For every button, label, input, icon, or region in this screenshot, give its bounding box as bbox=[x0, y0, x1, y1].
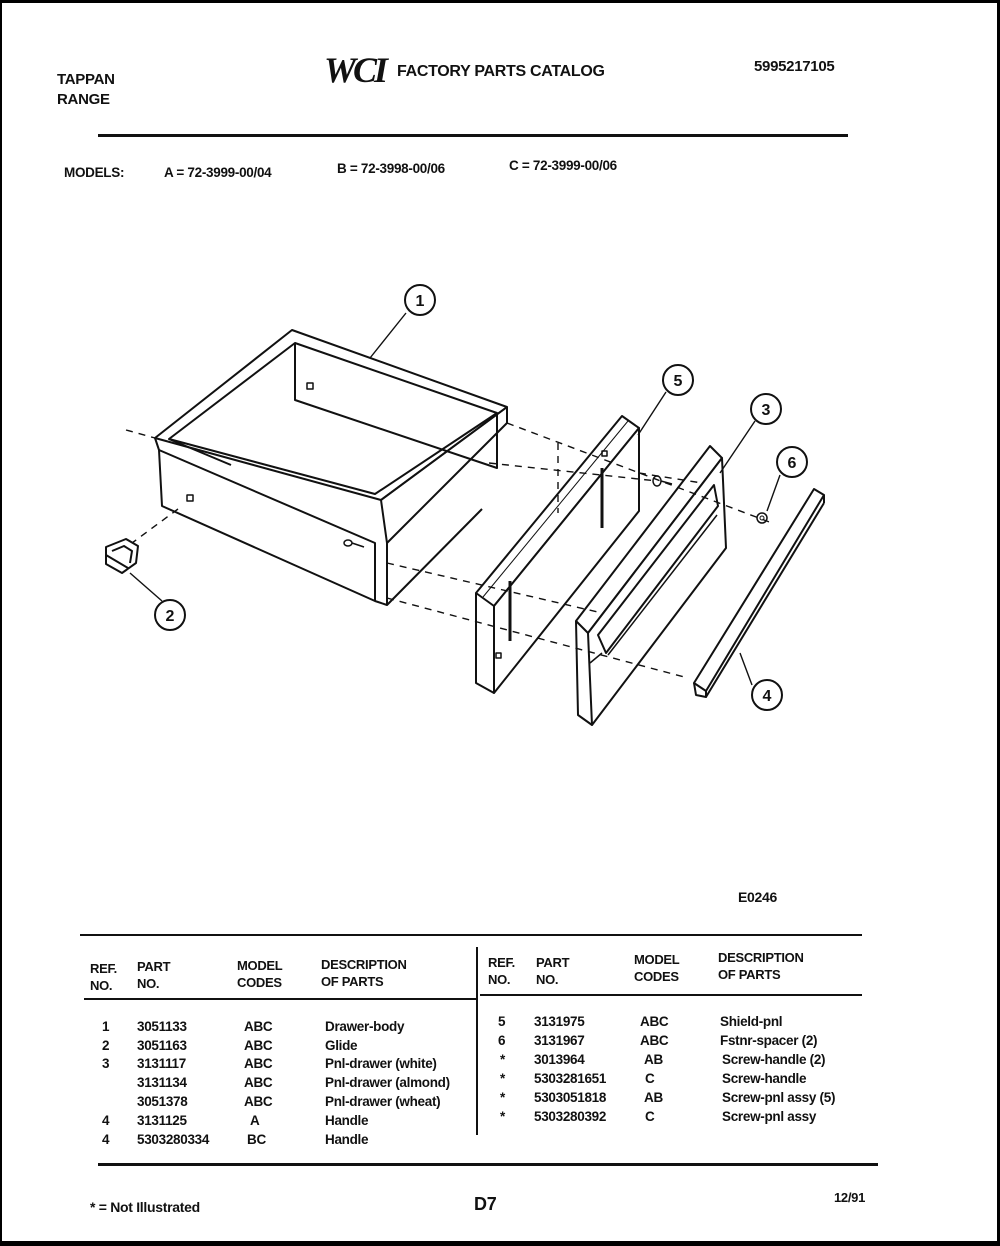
left-ref-header: REF. NO. bbox=[90, 961, 117, 993]
wci-logo: WCI bbox=[324, 50, 386, 90]
not-illustrated-note: * = Not Illustrated bbox=[90, 1199, 200, 1215]
table-header-rule-right bbox=[480, 994, 862, 996]
callout-1: 1 bbox=[415, 293, 425, 310]
product-name: RANGE bbox=[57, 91, 110, 108]
model-a: A = 72-3999-00/04 bbox=[164, 165, 272, 180]
table-top-rule bbox=[80, 934, 862, 936]
callout-4: 4 bbox=[762, 688, 772, 705]
exploded-parts-diagram bbox=[2, 3, 997, 883]
right-ref-header: REF. NO. bbox=[488, 955, 515, 987]
left-part-header: PART NO. bbox=[137, 959, 171, 991]
glide-part bbox=[106, 539, 138, 573]
table-bottom-rule bbox=[98, 1163, 878, 1166]
brand-name: TAPPAN bbox=[57, 71, 115, 88]
callout-3: 3 bbox=[761, 402, 771, 419]
right-desc-header: DESCRIPTION OF PARTS bbox=[718, 950, 804, 982]
model-b: B = 72-3998-00/06 bbox=[337, 161, 445, 176]
table-header-rule-left bbox=[84, 998, 476, 1000]
right-part-header: PART NO. bbox=[536, 955, 570, 987]
drawer-body-part bbox=[155, 330, 507, 605]
model-c: C = 72-3999-00/06 bbox=[509, 158, 617, 173]
catalog-title: FACTORY PARTS CATALOG bbox=[397, 63, 605, 80]
callout-2: 2 bbox=[165, 608, 175, 625]
right-model-header: MODEL CODES bbox=[634, 952, 680, 984]
catalog-number: 5995217105 bbox=[754, 58, 835, 75]
figure-code: E0246 bbox=[738, 889, 777, 905]
callout-6: 6 bbox=[787, 455, 797, 472]
catalog-page: TAPPAN RANGE WCI FACTORY PARTS CATALOG 5995217105 MODELS: A = 72-3999-00/04 B = 72-3998-00/06 C = 72-3999-00/06 1 2 3 4 5 6 E0246 REF. NO. PART NO. MODEL CODES DESCRIPTION OF PARTS REF. NO. PART NO. MODEL CODES DESCRIPTION OF PARTS 1 3051133 ABC Drawer-body 2 3051163 ABC Glide 3 3131117 ABC Pnl-drawer (white) 3131134 ABC Pnl-drawer (almond) 3051378 ABC Pnl-drawer (wheat) 4 3131125 A Handle 4 5303280334 BC Handle 5 3131975 ABC Shield-pnl 6 3131967 ABC Fstnr-spacer (2) * 3013964 AB Screw-handle (2) * 5303281651 C Screw-handle * 5303051818 AB Screw-pnl assy (5) * 5303280392 C Screw-pnl assy * = Not Illustrated D7 12/91 bbox=[2, 3, 997, 1241]
left-model-header: MODEL CODES bbox=[237, 958, 283, 990]
left-desc-header: DESCRIPTION OF PARTS bbox=[321, 957, 407, 989]
table-divider bbox=[476, 947, 478, 1135]
callout-5: 5 bbox=[673, 373, 683, 390]
page-number: D7 bbox=[474, 1194, 497, 1214]
models-label: MODELS: bbox=[64, 165, 125, 180]
revision-date: 12/91 bbox=[834, 1190, 866, 1205]
